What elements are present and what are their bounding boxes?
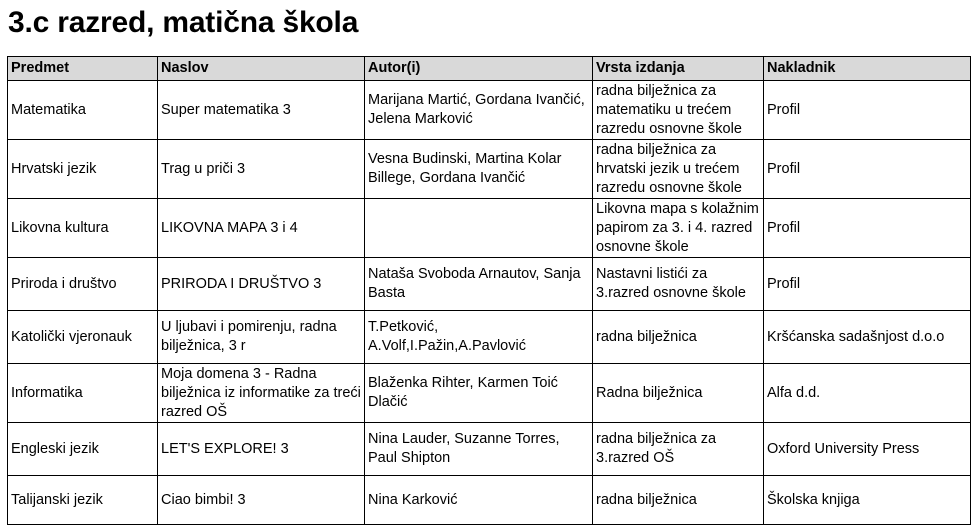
cell-naslov: Trag u priči 3 [158, 140, 365, 199]
cell-autori: Nina Lauder, Suzanne Torres, Paul Shipton [365, 423, 593, 476]
cell-vrsta-izdanja: radna bilježnica [593, 311, 764, 364]
column-header-naslov: Naslov [158, 57, 365, 81]
textbook-table [7, 56, 971, 525]
table-row [8, 423, 971, 476]
cell-nakladnik: Profil [764, 81, 971, 140]
table-row [8, 140, 971, 199]
cell-predmet: Priroda i društvo [8, 258, 158, 311]
cell-predmet: Informatika [8, 364, 158, 423]
column-header-autori: Autor(i) [365, 57, 593, 81]
cell-predmet: Talijanski jezik [8, 476, 158, 525]
table-row [8, 81, 971, 140]
cell-vrsta-izdanja: radna bilježnica za hrvatski jezik u trećem razredu osnovne škole [593, 140, 764, 199]
table-row [8, 311, 971, 364]
cell-nakladnik: Oxford University Press [764, 423, 971, 476]
cell-predmet: Katolički vjeronauk [8, 311, 158, 364]
cell-vrsta-izdanja: radna bilježnica [593, 476, 764, 525]
cell-autori: Nataša Svoboda Arnautov, Sanja Basta [365, 258, 593, 311]
cell-naslov: U ljubavi i pomirenju, radna bilježnica, 3 r [158, 311, 365, 364]
cell-vrsta-izdanja: radna bilježnica za matematiku u trećem razredu osnovne škole [593, 81, 764, 140]
cell-naslov: Ciao bimbi! 3 [158, 476, 365, 525]
cell-predmet: Likovna kultura [8, 199, 158, 258]
cell-predmet: Hrvatski jezik [8, 140, 158, 199]
cell-autori: T.Petković, A.Volf,I.Pažin,A.Pavlović [365, 311, 593, 364]
cell-vrsta-izdanja: Radna bilježnica [593, 364, 764, 423]
cell-nakladnik: Kršćanska sadašnjost d.o.o [764, 311, 971, 364]
column-header-nakladnik: Nakladnik [764, 57, 971, 81]
cell-vrsta-izdanja: Likovna mapa s kolažnim papirom za 3. i 4. razred osnovne škole [593, 199, 764, 258]
cell-naslov: PRIRODA I DRUŠTVO 3 [158, 258, 365, 311]
cell-autori: Blaženka Rihter, Karmen Toić Dlačić [365, 364, 593, 423]
column-header-predmet: Predmet [8, 57, 158, 81]
cell-vrsta-izdanja: radna bilježnica za 3.razred OŠ [593, 423, 764, 476]
cell-nakladnik: Školska knjiga [764, 476, 971, 525]
cell-naslov: Moja domena 3 - Radna bilježnica iz informatike za treći razred OŠ [158, 364, 365, 423]
cell-naslov: LIKOVNA MAPA 3 i 4 [158, 199, 365, 258]
cell-naslov: LET'S EXPLORE! 3 [158, 423, 365, 476]
table-header-row [8, 57, 971, 81]
cell-predmet: Matematika [8, 81, 158, 140]
cell-naslov: Super matematika 3 [158, 81, 365, 140]
cell-autori: Nina Karković [365, 476, 593, 525]
table-row [8, 364, 971, 423]
cell-nakladnik: Profil [764, 258, 971, 311]
cell-predmet: Engleski jezik [8, 423, 158, 476]
page-title: 3.c razred, matična škola [8, 6, 359, 39]
cell-nakladnik: Alfa d.d. [764, 364, 971, 423]
column-header-vrsta-izdanja: Vrsta izdanja [593, 57, 764, 81]
cell-nakladnik: Profil [764, 199, 971, 258]
table-row [8, 258, 971, 311]
table-row [8, 199, 971, 258]
table-row [8, 476, 971, 525]
cell-nakladnik: Profil [764, 140, 971, 199]
cell-vrsta-izdanja: Nastavni listići za 3.razred osnovne škole [593, 258, 764, 311]
cell-autori: Marijana Martić, Gordana Ivančić, Jelena Marković [365, 81, 593, 140]
cell-autori [365, 199, 593, 258]
cell-autori: Vesna Budinski, Martina Kolar Billege, Gordana Ivančić [365, 140, 593, 199]
